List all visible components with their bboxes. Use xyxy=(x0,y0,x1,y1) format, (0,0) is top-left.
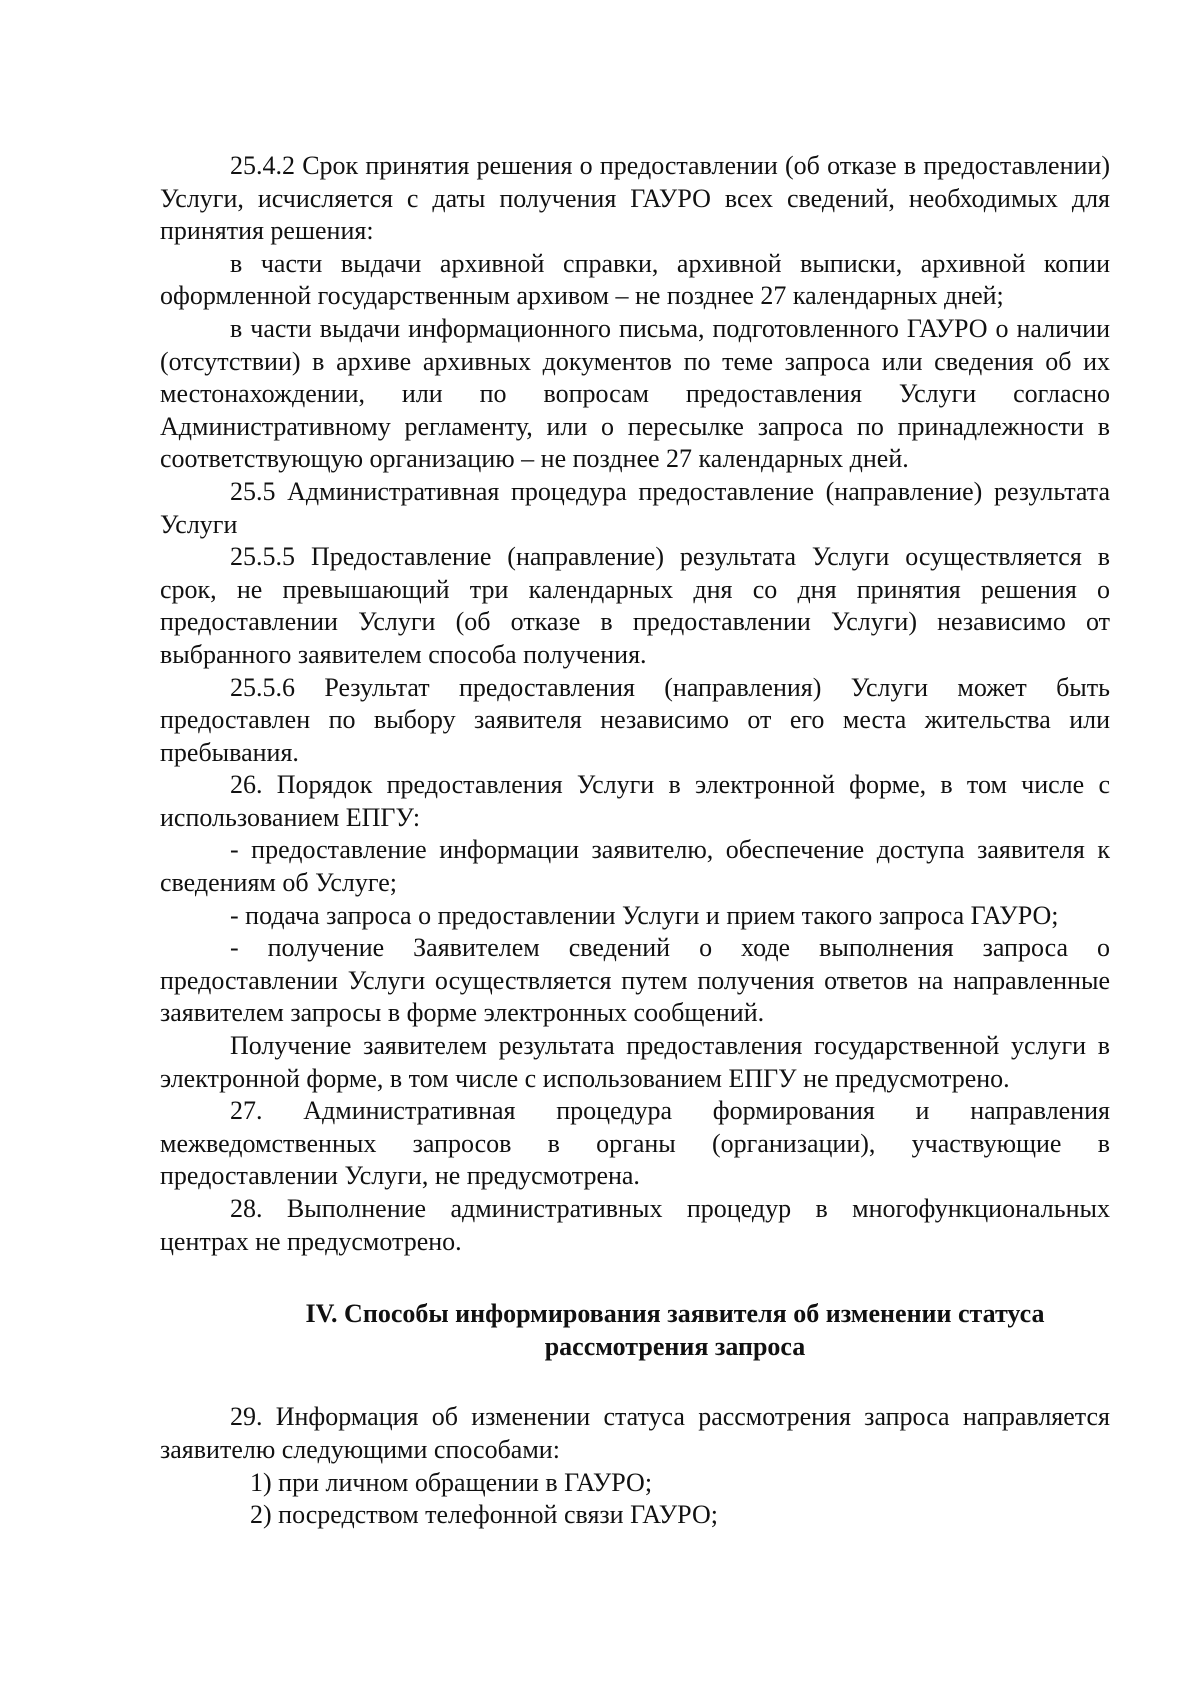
paragraph-25-5-6: 25.5.6 Результат предоставления (направления) Услуги может быть предоставлен по выбору заявителя независимо от его места жительства или пребывания. xyxy=(160,672,1110,767)
paragraph-26: 26. Порядок предоставления Услуги в электронной форме, в том числе с использованием ЕПГУ: xyxy=(160,770,1110,832)
paragraph-29: 29. Информация об изменении статуса рассмотрения запроса направляется заявителю следующими способами: xyxy=(160,1402,1110,1464)
paragraph-result-electronic: Получение заявителем результата предоставления государственной услуги в электронной форме, в том числе с использованием ЕПГУ не предусмотрено. xyxy=(160,1031,1110,1093)
list-item-request-submission: - подача запроса о предоставлении Услуги и прием такого запроса ГАУРО; xyxy=(230,900,1059,930)
paragraph-archive-certificate-term: в части выдачи архивной справки, архивной выписки, архивной копии оформленной государственным архивом – не позднее 27 календарных дней; xyxy=(160,248,1110,311)
list-item-status-information: - получение Заявителем сведений о ходе выполнения запроса о предоставлении Услуги осуществляется путем получения ответов на направленные заявителем запросы в форме электронных сообщений. xyxy=(160,933,1110,1028)
section-heading-line-1: IV. Способы информирования заявителя об изменении статуса xyxy=(305,1299,1045,1329)
list-item-information-access: - предоставление информации заявителю, обеспечение доступа заявителя к сведениям об Услуге; xyxy=(160,835,1110,898)
paragraph-28: 28. Выполнение административных процедур в многофункциональных центрах не предусмотрено. xyxy=(160,1194,1110,1256)
section-heading-line-2: рассмотрения запроса xyxy=(544,1331,806,1361)
paragraph-25-4-2: 25.4.2 Срок принятия решения о предоставлении (об отказе в предоставлении) Услуги, исчисляется с даты получения ГАУРО всех сведений, необходимых для принятия решения: xyxy=(160,151,1110,246)
list-item-phone: 2) посредством телефонной связи ГАУРО; xyxy=(250,1500,718,1530)
section-heading xyxy=(160,1298,1110,1363)
paragraph-27: 27. Административная процедура формирования и направления межведомственных запросов в органы (организации), участвующие в предоставлении Услуги, не предусмотрена. xyxy=(160,1096,1110,1191)
document-body xyxy=(160,150,1110,1532)
paragraph-25-5-5: 25.5.5 Предоставление (направление) результата Услуги осуществляется в срок, не превышающий три календарных дня со дня принятия решения о предоставлении Услуги (об отказе в предоставлении Услуги) независимо от выбранного заявителем способа получения. xyxy=(160,542,1110,669)
list-item-personal-visit: 1) при личном обращении в ГАУРО; xyxy=(250,1467,653,1497)
paragraph-25-5: 25.5 Административная процедура предоставление (направление) результата Услуги xyxy=(160,476,1110,539)
paragraph-information-letter-term: в части выдачи информационного письма, подготовленного ГАУРО о наличии (отсутствии) в архиве архивных документов по теме запроса или сведения об их местонахождении, или по вопросам предоставления Услуги согласно Административному регламенту, или о пересылке запроса по принадлежности в соответствующую организацию – не позднее 27 календарных дней. xyxy=(160,313,1110,474)
